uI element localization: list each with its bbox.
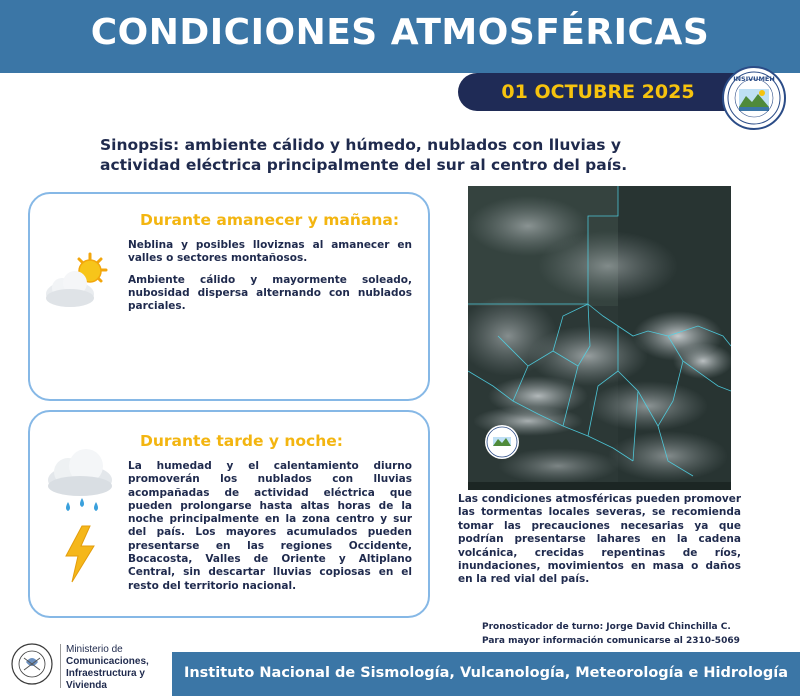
date-bar	[458, 73, 738, 111]
date-label: 01 OCTUBRE 2025	[501, 81, 695, 103]
page-title: CONDICIONES ATMOSFÉRICAS	[90, 12, 710, 53]
footer-banner	[172, 652, 800, 696]
morning-panel	[28, 192, 430, 401]
ministry-line-2: Comunicaciones,	[66, 656, 149, 667]
ministry-line-1: Ministerio de	[66, 644, 123, 655]
satellite-map-image	[468, 186, 731, 490]
morning-paragraph-2: Ambiente cálido y mayormente soleado, nubosidad dispersa alternando con nublados parciales.	[128, 273, 412, 313]
rain-cloud-icon	[42, 442, 118, 526]
evening-panel	[28, 410, 430, 618]
ministry-line-3: Infraestructura y	[66, 668, 145, 679]
sun-cloud-icon	[42, 246, 112, 320]
morning-text	[128, 239, 412, 321]
contact-label: Para mayor información comunicarse al 2310-5069	[482, 636, 740, 646]
forecaster-label: Pronosticador de turno: Jorge David Chinchilla C.	[482, 622, 731, 632]
evening-paragraph-1: La humedad y el calentamiento diurno promoverán los nublados con lluvias acompañadas de actividad eléctrica que pueden prolongarse hasta altas horas de la noche principalmente en la zona centro y sur del país. Los mayores acumulados pueden presentarse en las regiones Occidente, Bocacosta, Valles de Oriente y Altiplano Central, sin descartar lluvias copiosas en el resto del territorio nacional.	[128, 460, 412, 592]
lightning-icon	[60, 524, 100, 588]
evening-title: Durante tarde y noche:	[140, 432, 343, 450]
header-banner	[0, 0, 800, 73]
insivumeh-seal-graphic	[724, 68, 784, 128]
ministry-line-4: Vivienda	[66, 680, 107, 691]
synopsis-text: Sinopsis: ambiente cálido y húmedo, nublados con lluvias y actividad eléctrica principalmente del sur al centro del país.	[100, 136, 628, 174]
ministry-divider	[60, 644, 61, 688]
insivumeh-seal-logo	[722, 66, 786, 130]
seal-text: INSIVUMEH	[733, 75, 775, 83]
morning-paragraph-1: Neblina y posibles lloviznas al amanecer en valles o sectores montañosos.	[128, 239, 412, 265]
morning-title: Durante amanecer y mañana:	[140, 211, 400, 229]
map-caption: Las condiciones atmosféricas pueden promover las tormentas locales severas, se recomienda tomar las precauciones necesarias ya que podrían presentarse lahares en la cadena volcánica, crecidas repentinas de ríos, inundaciones, movimientos en masa o daños en la red vial del país.	[458, 493, 741, 586]
footer-institute-name: Instituto Nacional de Sismología, Vulcanología, Meteorología e Hidrología	[183, 665, 789, 681]
ministry-name	[66, 644, 149, 692]
evening-text	[128, 460, 412, 601]
guatemala-coat-of-arms-logo	[10, 642, 54, 686]
